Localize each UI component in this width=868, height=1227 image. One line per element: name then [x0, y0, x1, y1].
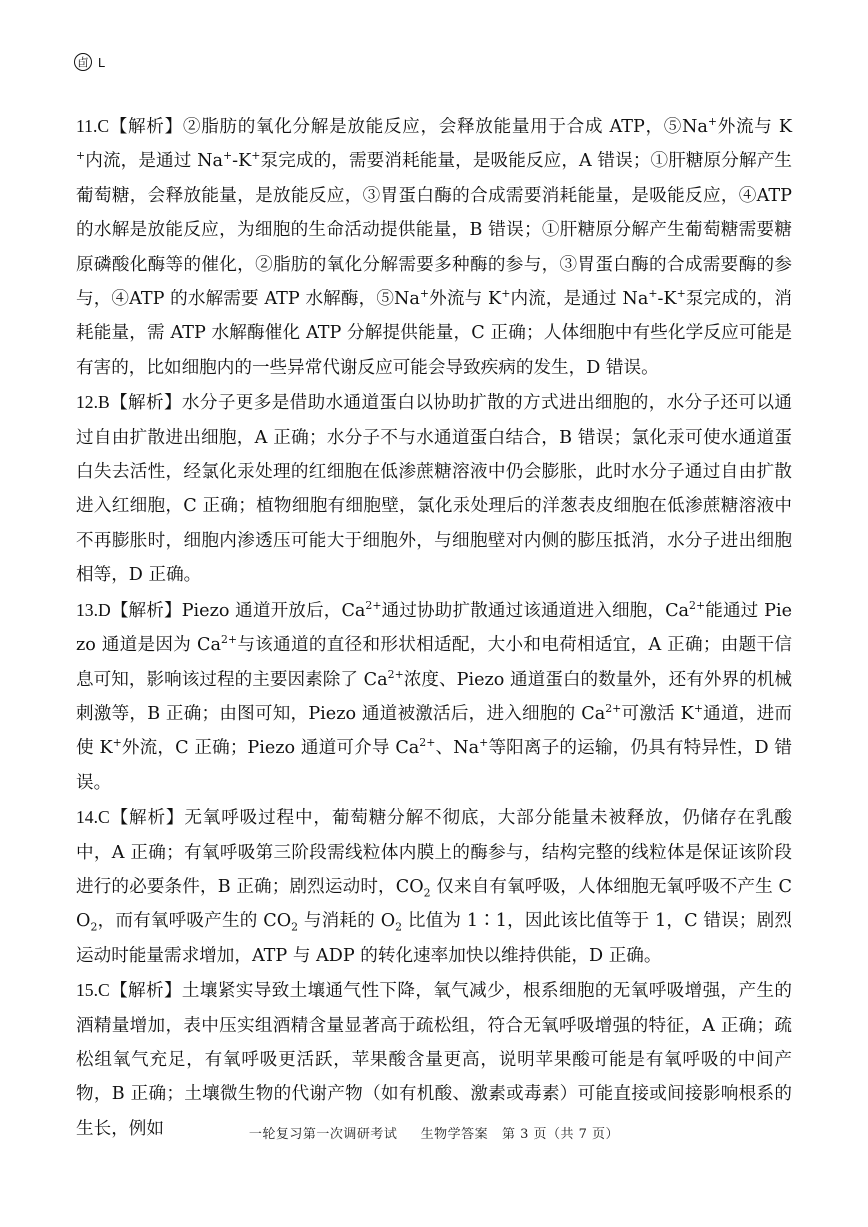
answer-paragraph-12 — [76, 385, 792, 592]
question-number: 11.C — [76, 116, 110, 136]
analysis-tag: 【解析】 — [109, 117, 183, 137]
question-number: 13.D — [76, 599, 111, 620]
analysis-text: Piezo 通道开放后，$Ca^{2+}$通过协助扩散通过该通道进入细胞，$Ca^{2+}$能通过 Piezo 通道是因为 $Ca^{2+}$与该通道的直径和形状相适配，大小和电荷相适宜，A 正确；由题干信息可知，影响该过程的主要因素除了 $Ca^{2+}$浓度、Piezo 通道蛋白的数量外，还有外界的机械刺激等，B 正确；由图可知，Piezo 通道被激活后，进入细胞的 $Ca^{2+}$可激活 K+通道，进而使 K+外流，C 正确；Piezo 通道可介导 $Ca^{2+}$、Na+等阳离子的运输，仍具有特异性，D 错误。 — [76, 598, 792, 793]
circle-logo-icon: 卣 — [74, 53, 92, 71]
analysis-text: 水分子更多是借助水通道蛋白以协助扩散的方式进出细胞的，水分子还可以通过自由扩散进出细胞，A 正确；水分子不与水通道蛋白结合，B 错误；氯化汞可使水通道蛋白失去活性，经氯化汞处理的红细胞在低渗蔗糖溶液中仍会膨胀，此时水分子通过自由扩散进入红细胞，C 正确；植物细胞有细胞壁，氯化汞处理后的洋葱表皮细胞在低渗蔗糖溶液中不再膨胀时，细胞内渗透压可能大于细胞外，与细胞壁对内侧的膨压抵消，水分子进出细胞相等，D 正确。 — [76, 393, 792, 586]
analysis-tag: 【解析】 — [109, 981, 182, 1002]
answer-content — [76, 109, 792, 1146]
page-footer: 一轮复习第一次调研考试 生物学答案 第 3 页（共 7 页） — [248, 1127, 620, 1142]
question-number: 14.C — [76, 807, 110, 828]
analysis-tag: 【解析】 — [109, 393, 182, 414]
analysis-text: 土壤紧实导致土壤通气性下降，氧气减少，根系细胞的无氧呼吸增强，产生的酒精量增加，表中压实组酒精含量显著高于疏松组，符合无氧呼吸增强的特征，A 正确；疏松组氧气充足，有氧呼吸更活跃，苹果酸含量更高，说明苹果酸可能是有氧呼吸的中间产物，B 正确；土壤微生物的代谢产物（如有机酸、激素或毒素）可能直接或间接影响根系的生长，例如 — [76, 981, 792, 1139]
analysis-text: ②脂肪的氧化分解是放能反应，会释放能量用于合成 ATP，⑤Na+外流与 K+内流，是通过 Na+-K+泵完成的，需要消耗能量，是吸能反应，A 错误；①肝糖原分解产生葡萄糖，会释放能量，是放能反应，③胃蛋白酶的合成需要消耗能量，是吸能反应，④ATP 的水解是放能反应，为细胞的生命活动提供能量，B 错误；①肝糖原分解产生葡萄糖需要糖原磷酸化酶等的催化，②脂肪的氧化分解需要多种酶的参与，③胃蛋白酶的合成需要酶的参与，④ATP 的水解需要 ATP 水解酶，⑤Na+外流与 K+内流，是通过 Na+-K+泵完成的，消耗能量，需 ATP 水解酶催化 ATP 分解提供能量，C 正确；人体细胞中有些化学反应可能是有害的，比如细胞内的一些异常代谢反应可能会导致疾病的发生，D 错误。 — [76, 115, 792, 378]
header-mark — [74, 53, 105, 71]
header-letter: L — [98, 54, 106, 70]
analysis-tag: 【解析】 — [109, 808, 185, 829]
question-number: 12.B — [76, 392, 110, 413]
answer-paragraph-11 — [76, 109, 792, 385]
analysis-tag: 【解析】 — [110, 600, 182, 621]
analysis-text: 无氧呼吸过程中，葡萄糖分解不彻底，大部分能量未被释放，仍储存在乳酸中，A 正确；有氧呼吸第三阶段需线粒体内膜上的酶参与，结构完整的线粒体是保证该阶段进行的必要条件，B 正确；剧烈运动时，$CO_2$ 仅来自有氧呼吸，人体细胞无氧呼吸不产生 $CO_2$，而有氧呼吸产生的 $CO_2$ 与消耗的 $O_2$ 比值为 1∶1，因此该比值等于 1，C 错误；剧烈运动时能量需求增加，ATP 与 ADP 的转化速率加快以维持供能，D 正确。 — [76, 808, 793, 966]
answer-paragraph-15 — [76, 973, 792, 1146]
answer-paragraph-14 — [76, 800, 792, 973]
question-number: 15.C — [76, 980, 110, 1001]
answer-paragraph-13 — [76, 593, 792, 800]
